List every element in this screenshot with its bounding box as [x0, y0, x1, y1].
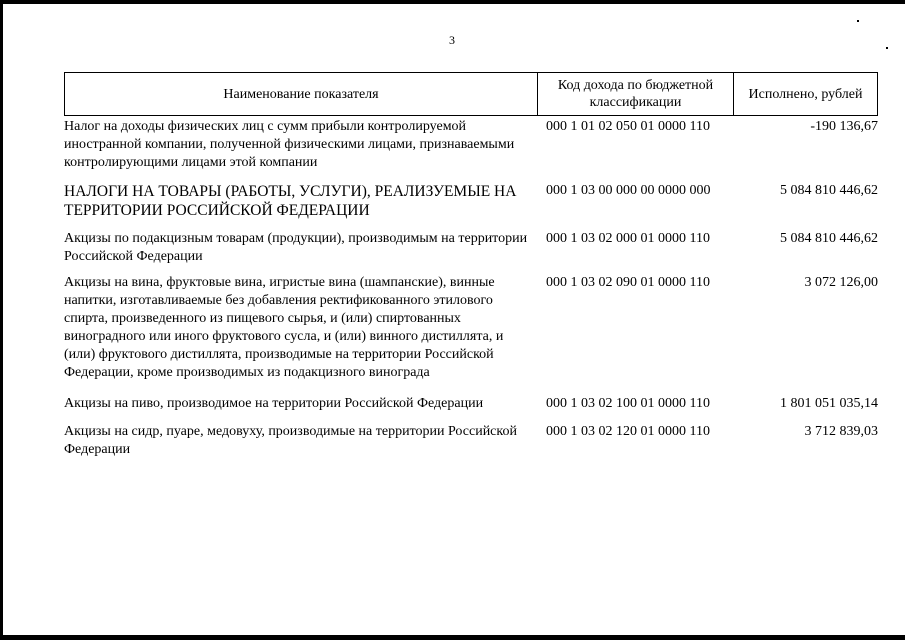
row-code: 000 1 03 00 000 00 0000 000	[546, 183, 711, 198]
row-name: Акцизы на сидр, пуаре, медовуху, производимые на территории Российской Федерации	[64, 424, 517, 457]
table-row	[64, 395, 878, 413]
table-row	[64, 274, 878, 382]
table-row	[64, 423, 878, 459]
row-name: НАЛОГИ НА ТОВАРЫ (РАБОТЫ, УСЛУГИ), РЕАЛИЗУЕМЫЕ НА ТЕРРИТОРИИ РОССИЙСКОЙ ФЕДЕРАЦИИ	[64, 183, 517, 219]
row-name: Акцизы по подакцизным товарам (продукции), производимым на территории Российской Федерации	[64, 231, 528, 264]
scan-speck	[857, 20, 859, 22]
scan-speck	[886, 47, 888, 49]
row-code: 000 1 03 02 100 01 0000 110	[546, 396, 710, 411]
row-code: 000 1 01 02 050 01 0000 110	[546, 119, 710, 134]
scan-border-bottom	[0, 635, 905, 640]
header-name: Наименование показателя	[65, 73, 538, 115]
row-amount: 5 084 810 446,62	[780, 183, 878, 198]
table-row	[64, 118, 878, 172]
row-name: Акцизы на пиво, производимое на территории Российской Федерации	[64, 396, 484, 411]
table-body	[64, 118, 878, 459]
row-amount: 3 712 839,03	[804, 424, 878, 439]
scan-border-left	[0, 0, 3, 640]
row-code: 000 1 03 02 120 01 0000 110	[546, 424, 710, 439]
table-row	[64, 182, 878, 220]
scan-border-top	[0, 0, 905, 4]
table-row	[64, 230, 878, 266]
row-name: Акцизы на вина, фруктовые вина, игристые вина (шампанские), винные напитки, изготавливаемые без добавления ректификованного этилового спирта, произведенного из пищевого сырья, и (или) спиртованных виноградного или иного фруктового сусла, и (или) винного дистиллята, и (или) фруктового дистиллята, производимые на территории Российской Федерации, кроме производимых из подакцизного винограда	[64, 275, 504, 380]
header-code: Код дохода по бюджетной классификации	[538, 73, 734, 115]
row-name: Налог на доходы физических лиц с сумм прибыли контролируемой иностранной компании, полученной физическими лицами, признаваемыми контролирующими лицами этой компании	[64, 119, 515, 170]
row-amount: -190 136,67	[810, 119, 878, 134]
header-executed: Исполнено, рублей	[748, 86, 863, 102]
table-header	[64, 72, 878, 116]
page-number: 3	[449, 33, 455, 47]
row-amount: 5 084 810 446,62	[780, 231, 878, 246]
row-amount: 3 072 126,00	[804, 275, 878, 290]
row-amount: 1 801 051 035,14	[780, 396, 878, 411]
row-code: 000 1 03 02 090 01 0000 110	[546, 275, 710, 290]
row-code: 000 1 03 02 000 01 0000 110	[546, 231, 710, 246]
